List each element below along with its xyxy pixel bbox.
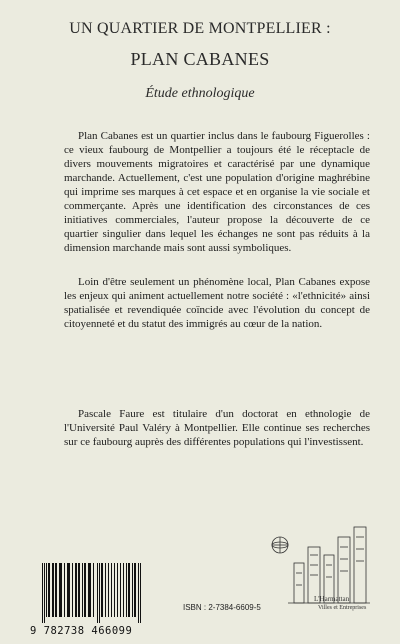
author-bio: Pascale Faure est titulaire d'un doctorat en ethnologie de l'Université Paul Valéry à Montpellier. Elle continue ses recherches sur ce faubourg auprès des différentes populations qui l'investissent. bbox=[64, 408, 370, 448]
barcode-number: 9 782738 466099 bbox=[30, 625, 133, 637]
publisher-name: L'Harmattan bbox=[314, 595, 350, 603]
description-paragraph-2: Loin d'être seulement un phénomène local, Plan Cabanes expose les enjeux qui animent actuellement notre société : «l'ethnicité» ainsi spatialisée et revendiquée coïncide avec l'évolution du concept de citoyenneté et du statut des immigrés au cœur de la nation. bbox=[64, 276, 370, 330]
barcode-block bbox=[30, 563, 172, 643]
subtitle: Étude ethnologique bbox=[145, 86, 255, 101]
title-line-2: PLAN CABANES bbox=[130, 49, 270, 69]
description-paragraph-1: Plan Cabanes est un quartier inclus dans le faubourg Figuerolles : ce vieux faubourg de Montpellier a toujours été le réceptacle de divers mouvements migratoires et caractérisé par une dynamique marchande. Actuellement, c'est une population d'origine maghrébine qui imprime ses marques à cet espace et en organise la vie sociale et commerçante. Après une identification des circonstances de ces initiatives commerciales, l'auteur propose la découverte de ce quartier singulier dans lequel les échanges ne sont pas réduits à la dimension marchande mais sont aussi symboliques. bbox=[64, 130, 370, 254]
barcode-icon bbox=[40, 563, 168, 623]
publisher-series: Villes et Entreprises bbox=[318, 605, 367, 611]
isbn: ISBN : 2-7384-6609-5 bbox=[183, 603, 261, 612]
title-line-1: UN QUARTIER DE MONTPELLIER : bbox=[69, 20, 331, 37]
